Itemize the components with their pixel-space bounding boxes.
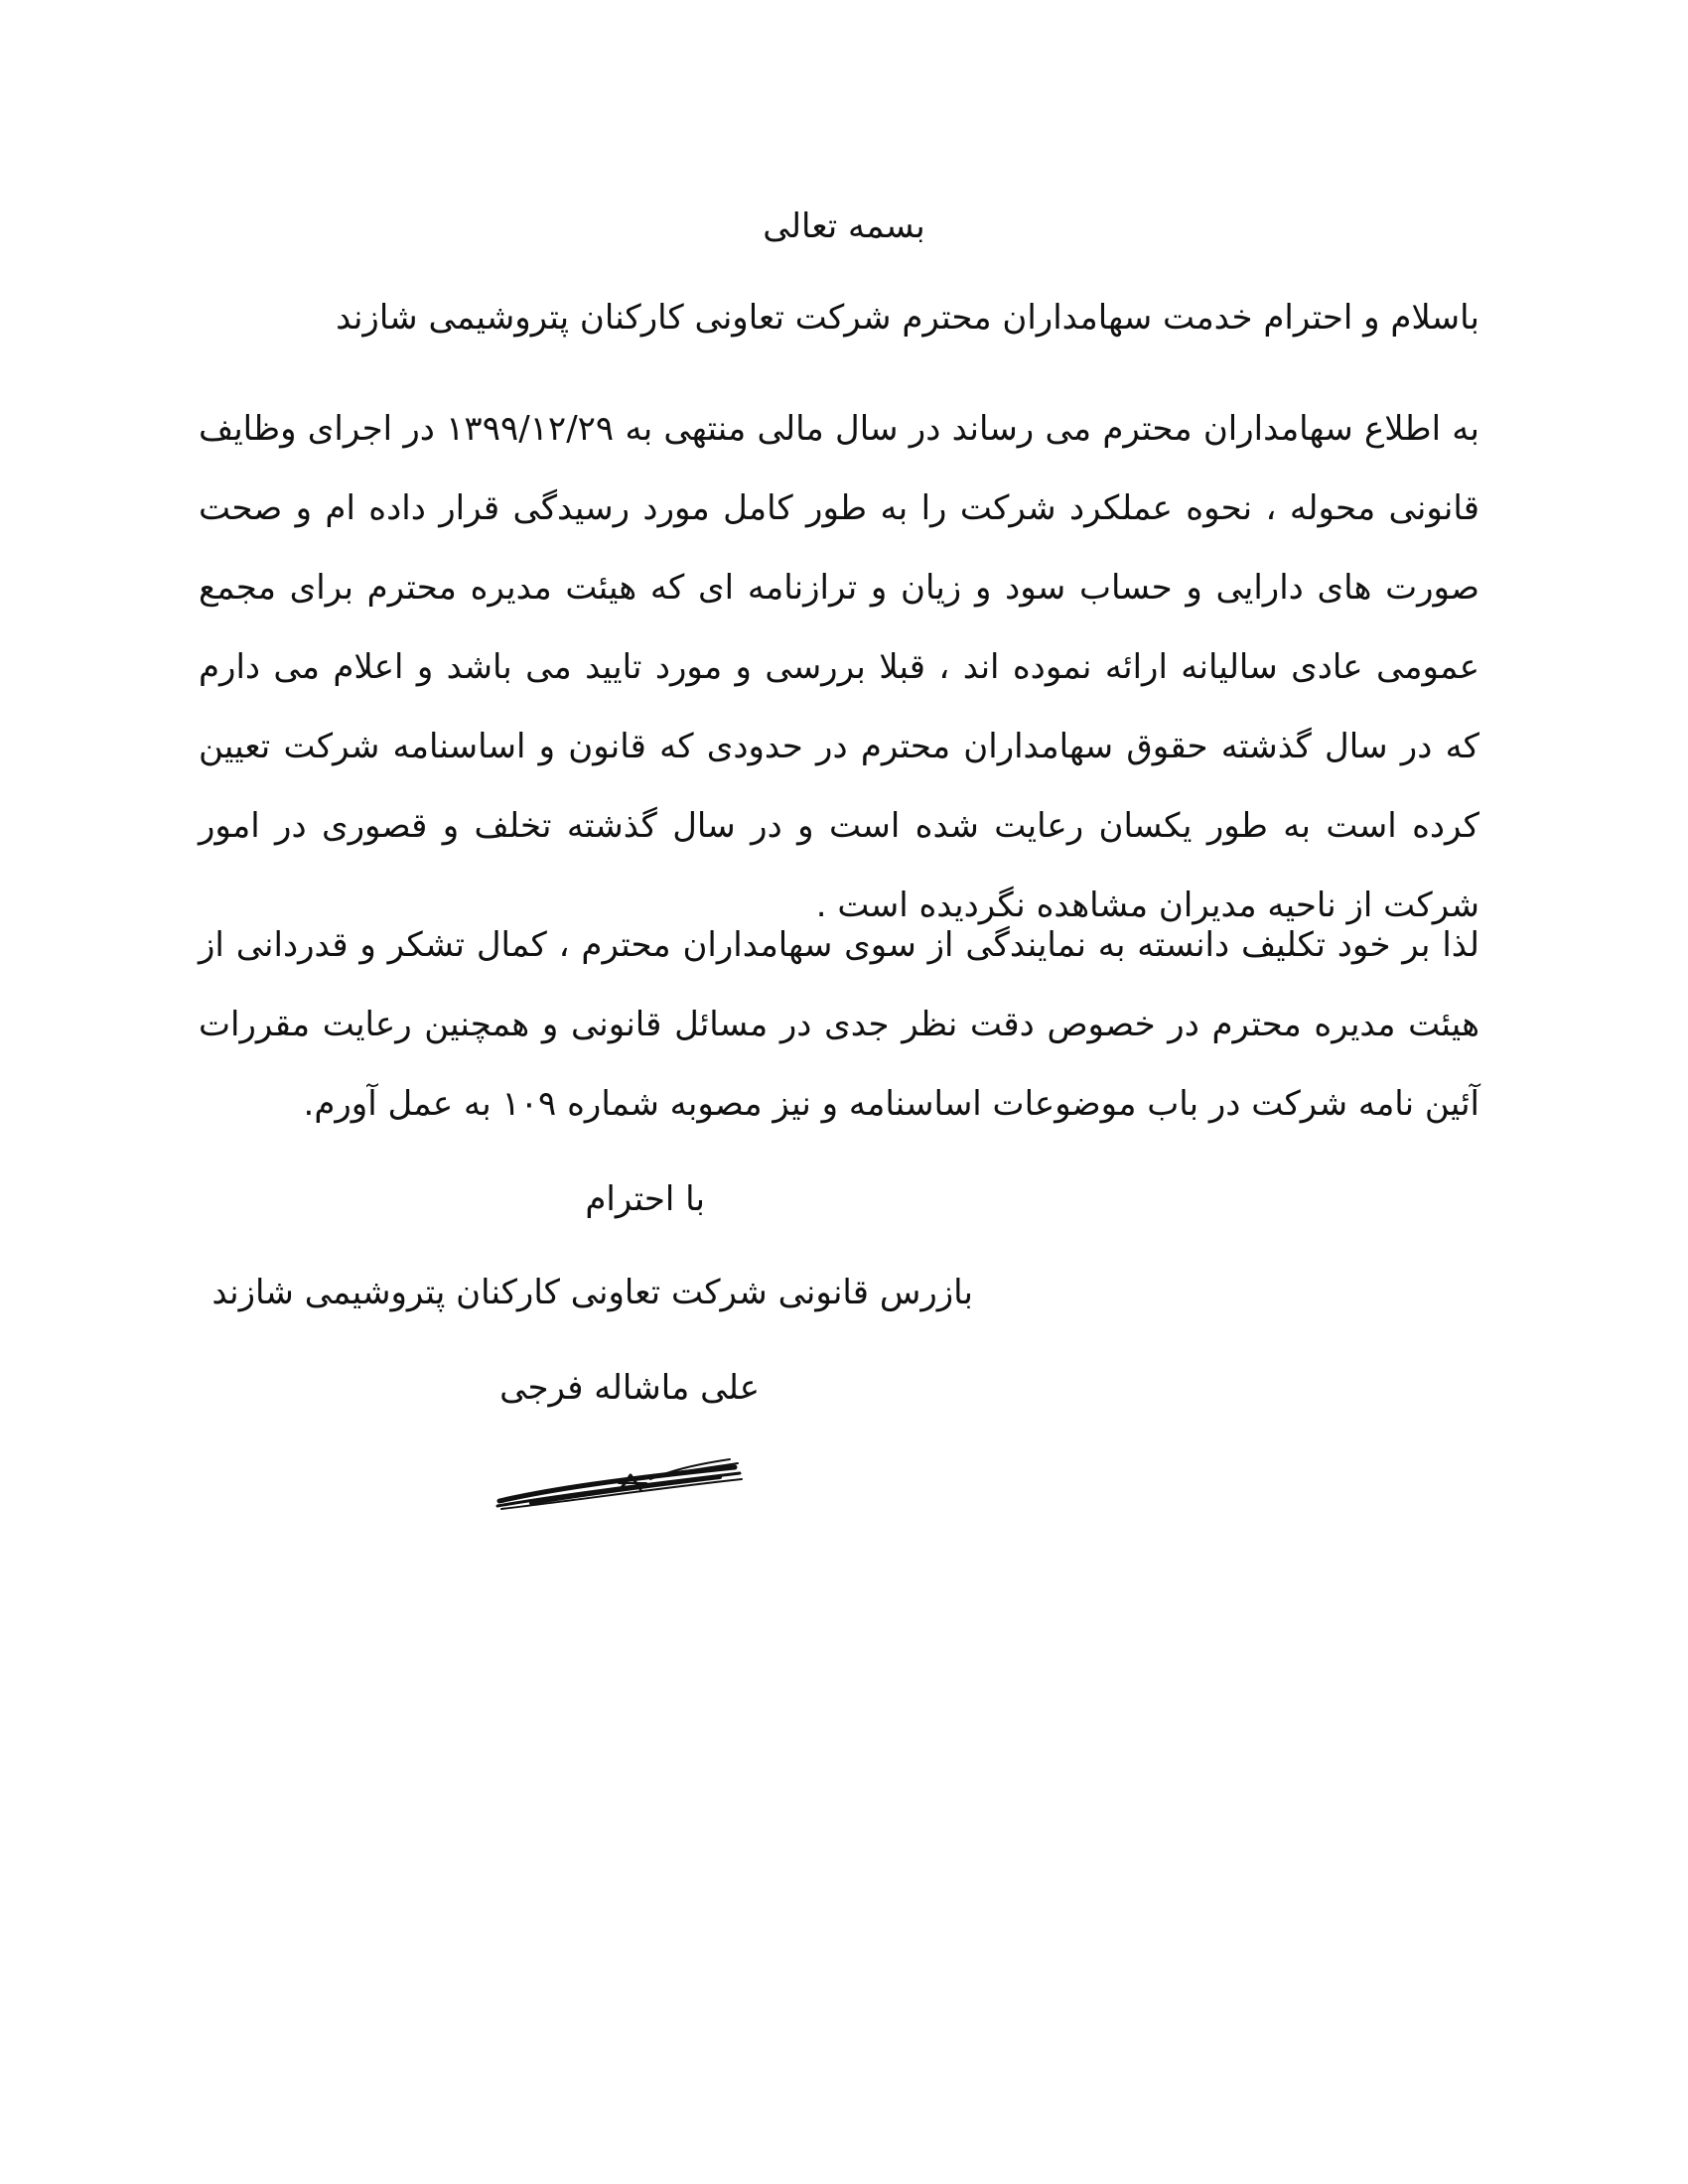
letter-salutation: باسلام و احترام خدمت سهامداران محترم شرکت تعاونی کارکنان پتروشیمی شازند [336,298,1479,338]
signature-scribble [492,1449,750,1519]
letter-heading: بسمه تعالی [763,206,925,246]
signer-title: بازرس قانونی شرکت تعاونی کارکنان پتروشیمی شازند [211,1273,973,1312]
signer-name: علی ماشاله فرجی [499,1368,760,1408]
closing-line: با احترام [585,1179,705,1219]
body-paragraph-2: لذا بر خود تکلیف دانسته به نمایندگی از سوی سهامداران محترم ، کمال تشکر و قدردانی از هیئت مدیره محترم در خصوص دقت نظر جدی در مسائل قانونی و همچنین رعایت مقررات آئین نامه شرکت در باب موضوعات اساسنامه و نیز مصوبه شماره ۱۰۹ به عمل آورم. [199,925,1479,1124]
body-paragraph-1: به اطلاع سهامداران محترم می رساند در سال مالی منتهی به ۱۳۹۹/۱۲/۲۹ در اجرای وظایف قانونی محوله ، نحوه عملکرد شرکت را به طور کامل مورد رسیدگی قرار داده ام و صحت صورت های دارایی و حساب سود و زیان و ترازنامه ای که هیئت مدیره محترم برای مجمع عمومی عادی سالیانه ارائه نموده اند ، قبلا بررسی و مورد تایید می باشد و اعلام می دارم که در سال گذشته حقوق سهامداران محترم در حدودی که قانون و اساسنامه شرکت تعیین کرده است به طور یکسان رعایت شده است و در سال گذشته تخلف و قصوری در امور شرکت از ناحیه مدیران مشاهده نگردیده است . [199,409,1480,925]
